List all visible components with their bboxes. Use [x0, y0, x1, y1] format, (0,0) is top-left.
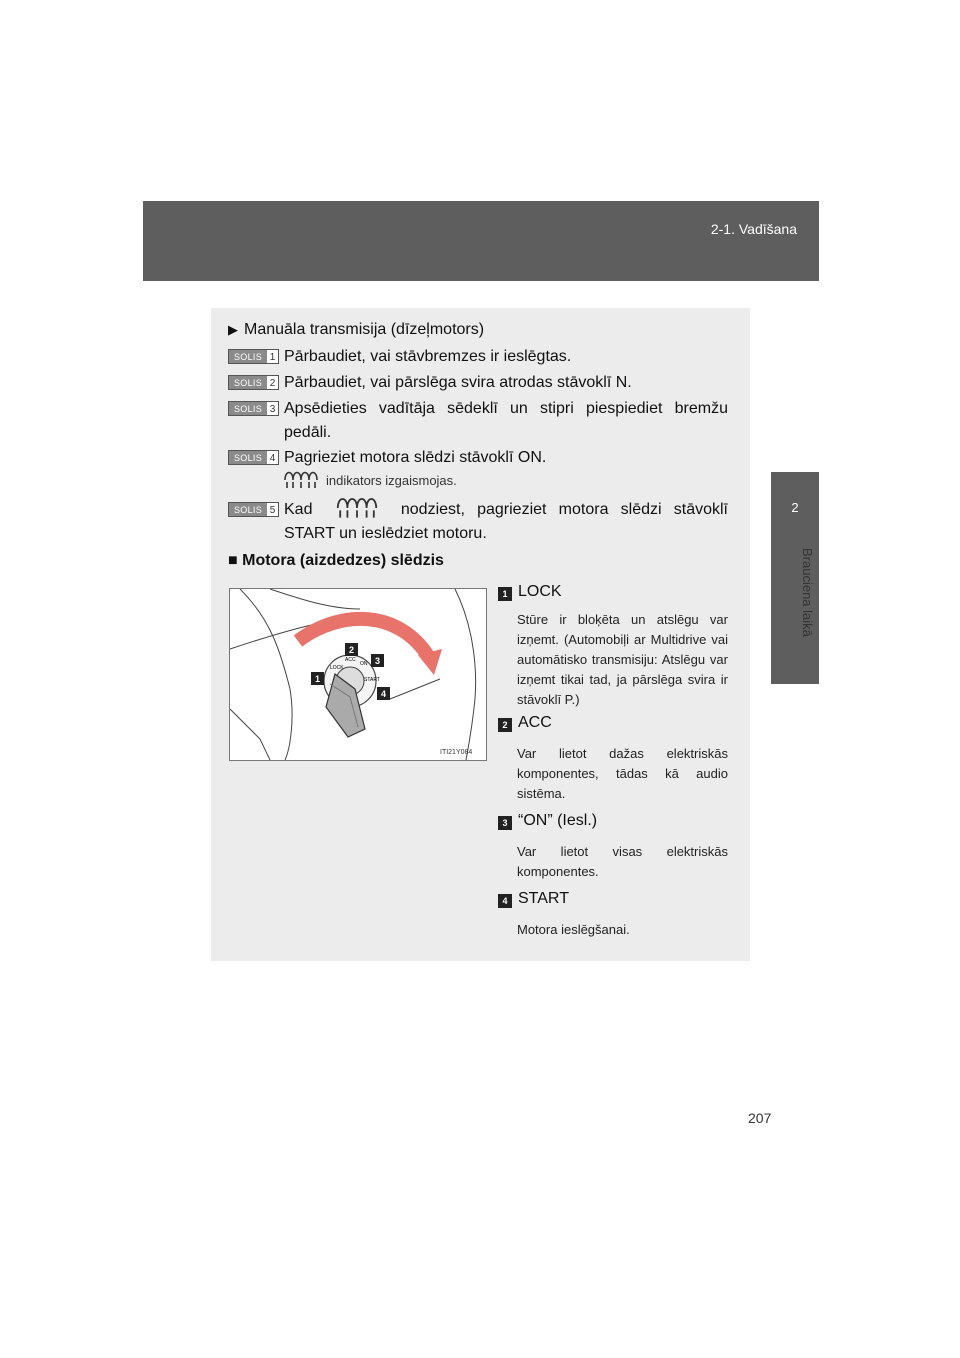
- position-badge-2: 2: [498, 718, 512, 732]
- step-badge-1: [228, 349, 279, 364]
- position-badge-3: 3: [498, 816, 512, 830]
- page-number: 207: [748, 1110, 772, 1126]
- svg-text:3: 3: [374, 656, 381, 666]
- step-prefix: SOLIS: [233, 352, 262, 362]
- dial-on-label: ON: [360, 661, 368, 667]
- position-title-2: ACC: [518, 714, 552, 731]
- ignition-switch-illustration: [229, 588, 487, 761]
- glow-plug-indicator-icon: [283, 470, 319, 490]
- chapter-label: Brauciena laikā: [800, 548, 815, 637]
- position-desc-4: Motora ieslēgšanai.: [517, 922, 630, 937]
- position-desc-1: Stūre ir bloķēta un atslēgu var izņemt. (Automobiļi ar Multidrive vai automātisko transmisiju: Atslēgu var izņemt tikai tad, ja pārslēga svira ir stāvoklī P.): [517, 612, 728, 707]
- step-1-text: Pārbaudiet, vai stāvbremzes ir ieslēgtas.: [284, 348, 572, 365]
- position-title-4: START: [518, 890, 569, 907]
- step-prefix: SOLIS: [233, 505, 262, 515]
- step-badge-5: [228, 502, 279, 517]
- ignition-diagram: [230, 589, 486, 760]
- subsection-heading: [228, 319, 484, 341]
- step-badge-2: [228, 375, 279, 390]
- position-desc-3: Var lietot visas elektriskās komponentes.: [517, 844, 728, 879]
- right-triangle-icon: ▶: [228, 322, 238, 337]
- step-number: 3: [267, 402, 278, 415]
- position-badge-1: 1: [498, 587, 512, 601]
- step-number: 4: [267, 451, 278, 464]
- position-title-1: LOCK: [518, 583, 562, 600]
- step-5-text-before: Kad: [284, 501, 313, 518]
- svg-text:1: 1: [314, 674, 321, 684]
- svg-text:4: 4: [380, 689, 387, 699]
- step-badge-3: [228, 401, 279, 416]
- page-header: [143, 201, 819, 281]
- step-4-text: Pagrieziet motora slēdzi stāvoklī ON.: [284, 449, 547, 466]
- section-title: 2-1. Vadīšana: [710, 221, 797, 237]
- step-badge-4: [228, 450, 279, 465]
- svg-text:2: 2: [348, 645, 355, 655]
- step-3-text: Apsēdieties vadītāja sēdeklī un stipri piespiediet bremžu pedāli.: [284, 400, 728, 441]
- section-title-text: Motora (aizdedzes) slēdzis: [242, 552, 444, 569]
- chapter-number: 2: [791, 500, 799, 515]
- step-5-text-after: nodziest, pagrieziet motora slēdzi stāvoklī START un ieslēdziet motoru.: [284, 501, 729, 542]
- glow-plug-indicator-icon: [325, 502, 389, 518]
- dial-lock-label: LOCK: [330, 665, 344, 671]
- section-marker: ■: [228, 552, 238, 569]
- step-prefix: SOLIS: [233, 453, 262, 463]
- step-prefix: SOLIS: [233, 404, 262, 414]
- dial-start-label: START: [364, 677, 380, 683]
- position-desc-2: Var lietot dažas elektriskās komponentes, tādas kā audio sistēma.: [517, 746, 728, 801]
- step-5-text: [284, 498, 728, 546]
- step-number: 1: [267, 350, 278, 363]
- step-number: 5: [267, 503, 278, 516]
- heading-text: Manuāla transmisija (dīzeļmotors): [244, 321, 485, 338]
- dial-acc-label: ACC: [345, 657, 356, 663]
- illustration-code: ITI21Y084: [440, 749, 473, 756]
- step-prefix: SOLIS: [233, 378, 262, 388]
- section-heading: [228, 552, 444, 570]
- position-badge-4: 4: [498, 894, 512, 908]
- step-number: 2: [267, 376, 278, 389]
- position-title-3: “ON” (Iesl.): [518, 812, 598, 829]
- step-2-text: Pārbaudiet, vai pārslēga svira atrodas stāvoklī N.: [284, 374, 632, 391]
- indicator-note: indikators izgaismojas.: [326, 473, 457, 488]
